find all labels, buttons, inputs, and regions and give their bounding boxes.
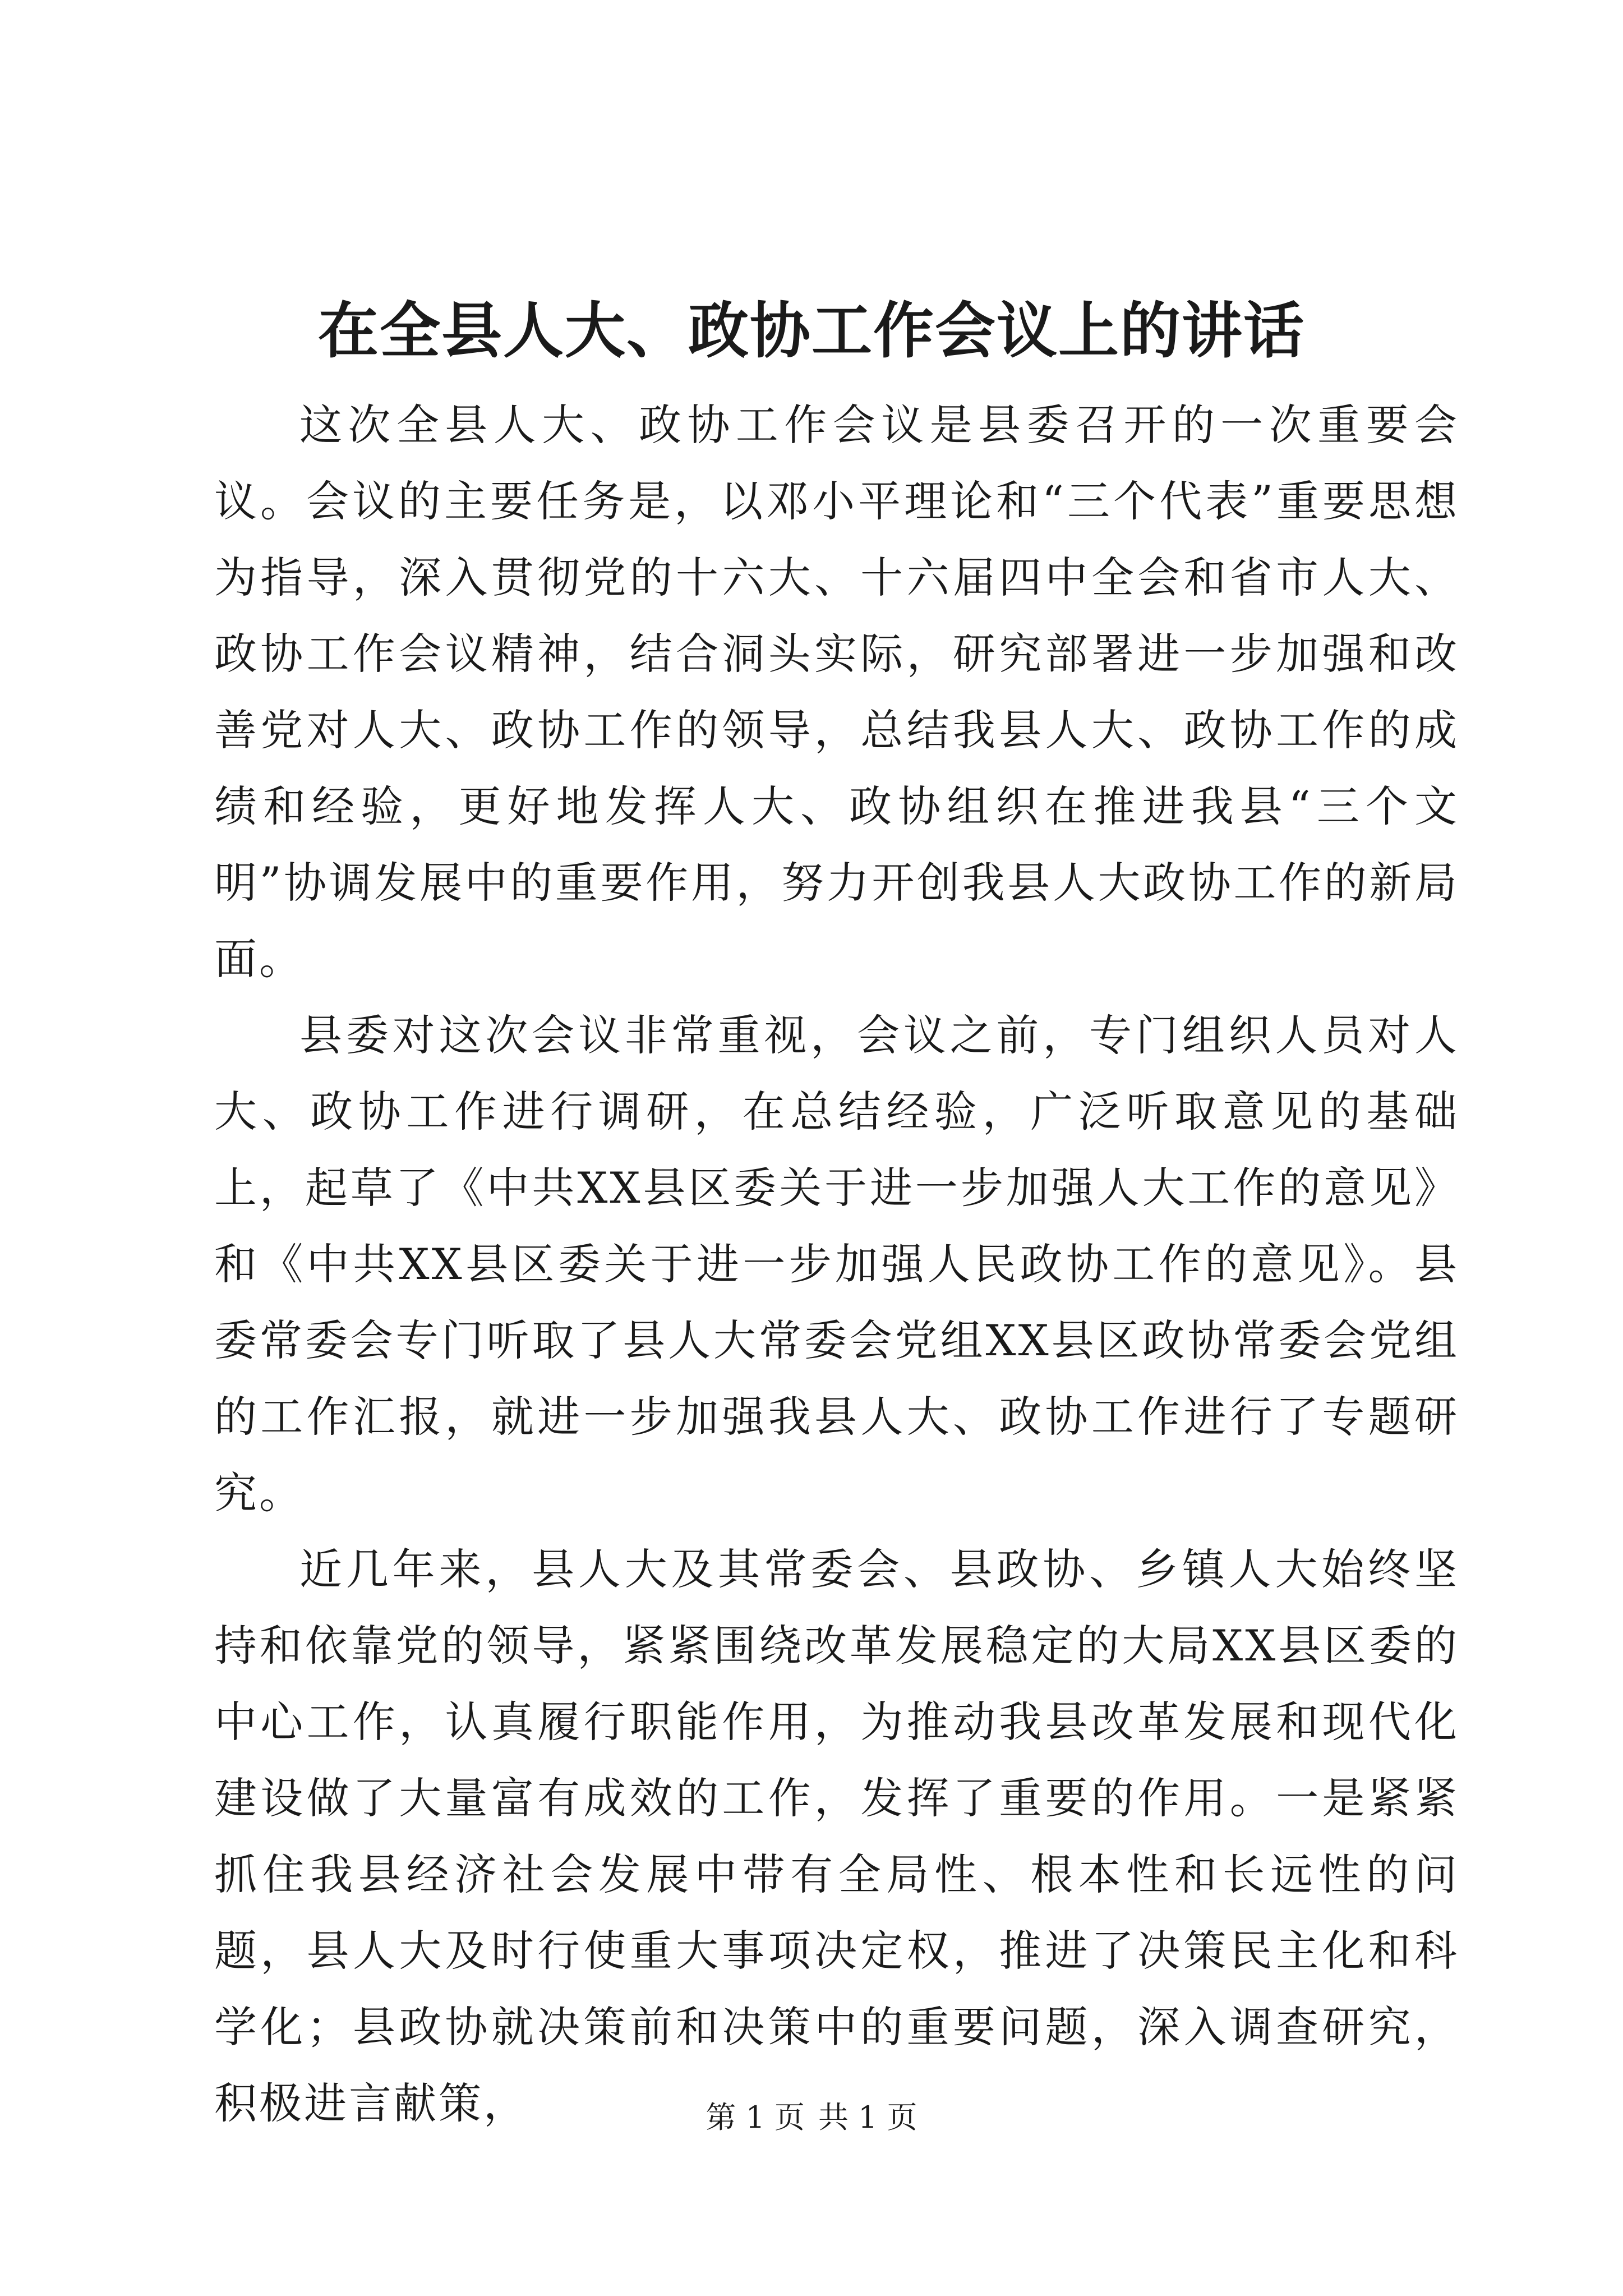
paragraph-1: 这次全县人大、政协工作会议是县委召开的一次重要会议。会议的主要任务是，以邓小平理论和“三个代表”重要思想为指导，深入贯彻党的十六大、十六届四中全会和省市人大、政协工作会议精神，结合洞头实际，研究部署进一步加强和改善党对人大、政协工作的领导，总结我县人大、政协工作的成绩和经验，更好地发挥人大、政协组织在推进我县“三个文明”协调发展中的重要作用，努力开创我县人大政协工作的新局面。 bbox=[214, 400, 1459, 984]
page-number: 第 1 页 bbox=[706, 2100, 805, 2135]
document-body bbox=[214, 387, 1459, 2142]
page-footer bbox=[0, 2098, 1623, 2137]
document-title: 在全县人大、政协工作会议上的讲话 bbox=[317, 296, 1305, 366]
page-total: 共 1 页 bbox=[818, 2100, 917, 2135]
paragraph-3: 近几年来，县人大及其常委会、县政协、乡镇人大始终坚持和依靠党的领导，紧紧围绕改革发展稳定的大局XX县区委的中心工作，认真履行职能作用，为推动我县改革发展和现代化建设做了大量富有成效的工作，发挥了重要的作用。一是紧紧抓住我县经济社会发展中带有全局性、根本性和长远性的问题，县人大及时行使重大事项决定权，推进了决策民主化和科学化；县政协就决策前和决策中的重要问题，深入调查研究，积极进言献策， bbox=[214, 1544, 1459, 2128]
paragraph-2: 县委对这次会议非常重视，会议之前，专门组织人员对人大、政协工作进行调研，在总结经验，广泛听取意见的基础上，起草了《中共XX县区委关于进一步加强人大工作的意见》和《中共XX县区委关于进一步加强人民政协工作的意见》。县委常委会专门听取了县人大常委会党组XX县区政协常委会党组的工作汇报，就进一步加强我县人大、政协工作进行了专题研究。 bbox=[214, 1010, 1459, 1518]
